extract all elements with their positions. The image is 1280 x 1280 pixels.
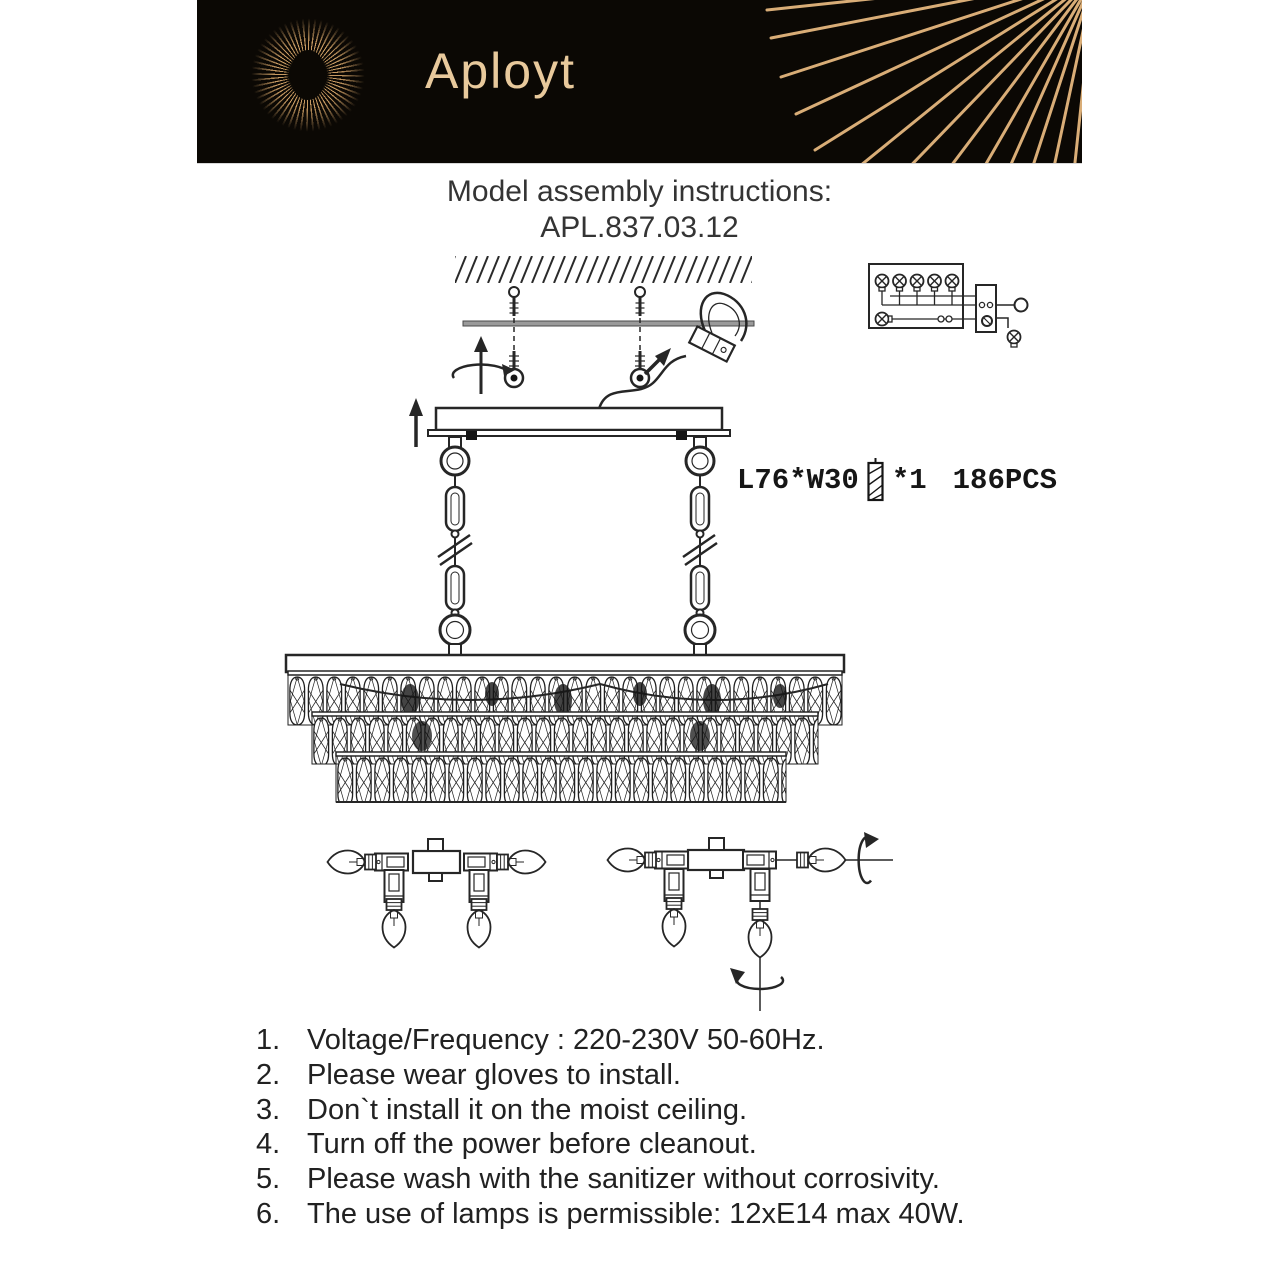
item-number: 2.	[256, 1058, 281, 1091]
list-item	[256, 1023, 965, 1058]
instruction-list	[256, 1023, 965, 1232]
list-item	[256, 1162, 965, 1197]
list-item	[256, 1058, 965, 1093]
item-number: 1.	[256, 1024, 281, 1056]
hanging-chain-right	[683, 437, 717, 656]
spec-label	[737, 458, 1057, 502]
item-number: 5.	[256, 1163, 281, 1196]
list-item	[256, 1127, 965, 1162]
item-number: 4.	[256, 1128, 281, 1161]
model-number: APL.837.03.12	[540, 211, 739, 244]
ceiling-canopy	[428, 408, 730, 440]
item-text: Please wash with the sanitizer without corrosivity.	[307, 1163, 940, 1196]
ceiling-hatch	[455, 256, 752, 283]
item-number: 6.	[256, 1197, 281, 1230]
title-line-1: Model assembly instructions:	[446, 175, 833, 208]
bulb-installation-diagram	[608, 832, 894, 1011]
hanging-chain-left	[438, 437, 472, 656]
rotation-arrow-horizontal-icon	[730, 968, 783, 989]
rotation-arrow-icon	[453, 336, 515, 394]
item-number: 3.	[256, 1093, 281, 1126]
spec-multiplier: *1	[891, 463, 927, 497]
spec-dimensions: L76*W30	[737, 463, 859, 497]
brand-name: Aployt	[425, 43, 576, 99]
item-text: Please wear gloves to install.	[307, 1058, 681, 1091]
up-arrow-icon	[409, 398, 423, 447]
rotation-arrow-vertical-icon	[859, 832, 879, 883]
list-item	[256, 1093, 965, 1128]
item-text: The use of lamps is permissible: 12xE14 max 40W.	[307, 1197, 965, 1230]
crystal-piece-icon	[865, 458, 886, 502]
item-text: Turn off the power before cleanout.	[307, 1128, 757, 1161]
mounting-bar	[463, 321, 754, 326]
item-text: Don`t install it on the moist ceiling.	[307, 1093, 748, 1126]
spec-pieces: 186PCS	[952, 463, 1058, 497]
list-item	[256, 1197, 965, 1232]
crystal-tier-3	[336, 752, 786, 802]
bulb-assembly-diagram	[328, 839, 546, 948]
chandelier-frame	[286, 655, 844, 672]
item-text: Voltage/Frequency : 220-230V 50-60Hz.	[307, 1024, 825, 1056]
wiring-diagram	[869, 264, 1028, 347]
